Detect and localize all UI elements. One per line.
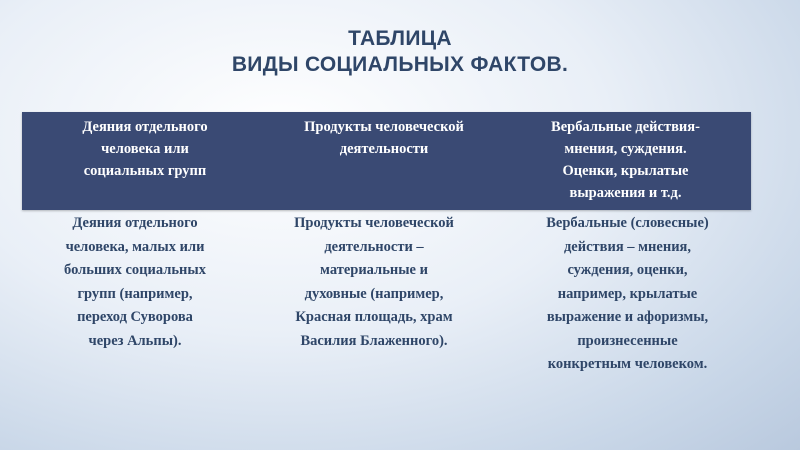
cell-line: больших социальных [64, 262, 206, 278]
header-line: социальных групп [83, 163, 207, 179]
cell-line: действия – мнения, [563, 238, 692, 255]
cell-line: деятельности – [324, 238, 424, 255]
table-header-row [22, 112, 751, 210]
cell-line: материальные и [320, 262, 428, 278]
body-cell-products [252, 212, 502, 377]
header-line: человека или [101, 141, 189, 157]
cell-line: суждения, оценки, [567, 262, 688, 278]
header-line: выражения и т.д. [569, 185, 682, 201]
title-line-2: ВИДЫ СОЦИАЛЬНЫХ ФАКТОВ. [231, 53, 569, 76]
cell-line: Василия Блаженного). [300, 332, 448, 349]
cell-line: Продукты человеческой [294, 215, 454, 231]
header-line: Деяния отдельного [82, 119, 208, 135]
header-line: деятельности [339, 141, 429, 157]
cell-line: Деяния отдельного [72, 215, 198, 231]
header-line: мнения, суждения. [564, 141, 687, 157]
table-row [22, 212, 751, 377]
cell-line: групп (например, [77, 285, 193, 302]
cell-line: например, крылатые [557, 285, 698, 302]
header-line: Продукты человеческой [304, 119, 464, 135]
cell-line: человека, малых или [65, 238, 205, 255]
page-title [180, 26, 620, 78]
header-cell-deeds [22, 112, 252, 210]
cell-line: конкретным человеком. [547, 356, 708, 372]
social-facts-table [22, 112, 751, 377]
cell-line: произнесенные [577, 332, 678, 349]
body-cell-deeds [22, 212, 252, 377]
header-cell-products [252, 112, 502, 210]
header-cell-verbal [502, 112, 751, 210]
header-line: Вербальные действия- [551, 119, 700, 135]
cell-line: Вербальные (словесные) [546, 215, 709, 231]
cell-line: духовные (например, [304, 285, 444, 302]
header-line: Оценки, крылатые [562, 163, 689, 179]
cell-line: переход Суворова [77, 309, 193, 325]
cell-line: Красная площадь, храм [295, 309, 453, 325]
body-cell-verbal [502, 212, 751, 377]
cell-line: через Альпы). [88, 332, 182, 349]
cell-line: выражение и афоризмы, [546, 309, 709, 325]
title-line-1: ТАБЛИЦА [348, 27, 452, 50]
